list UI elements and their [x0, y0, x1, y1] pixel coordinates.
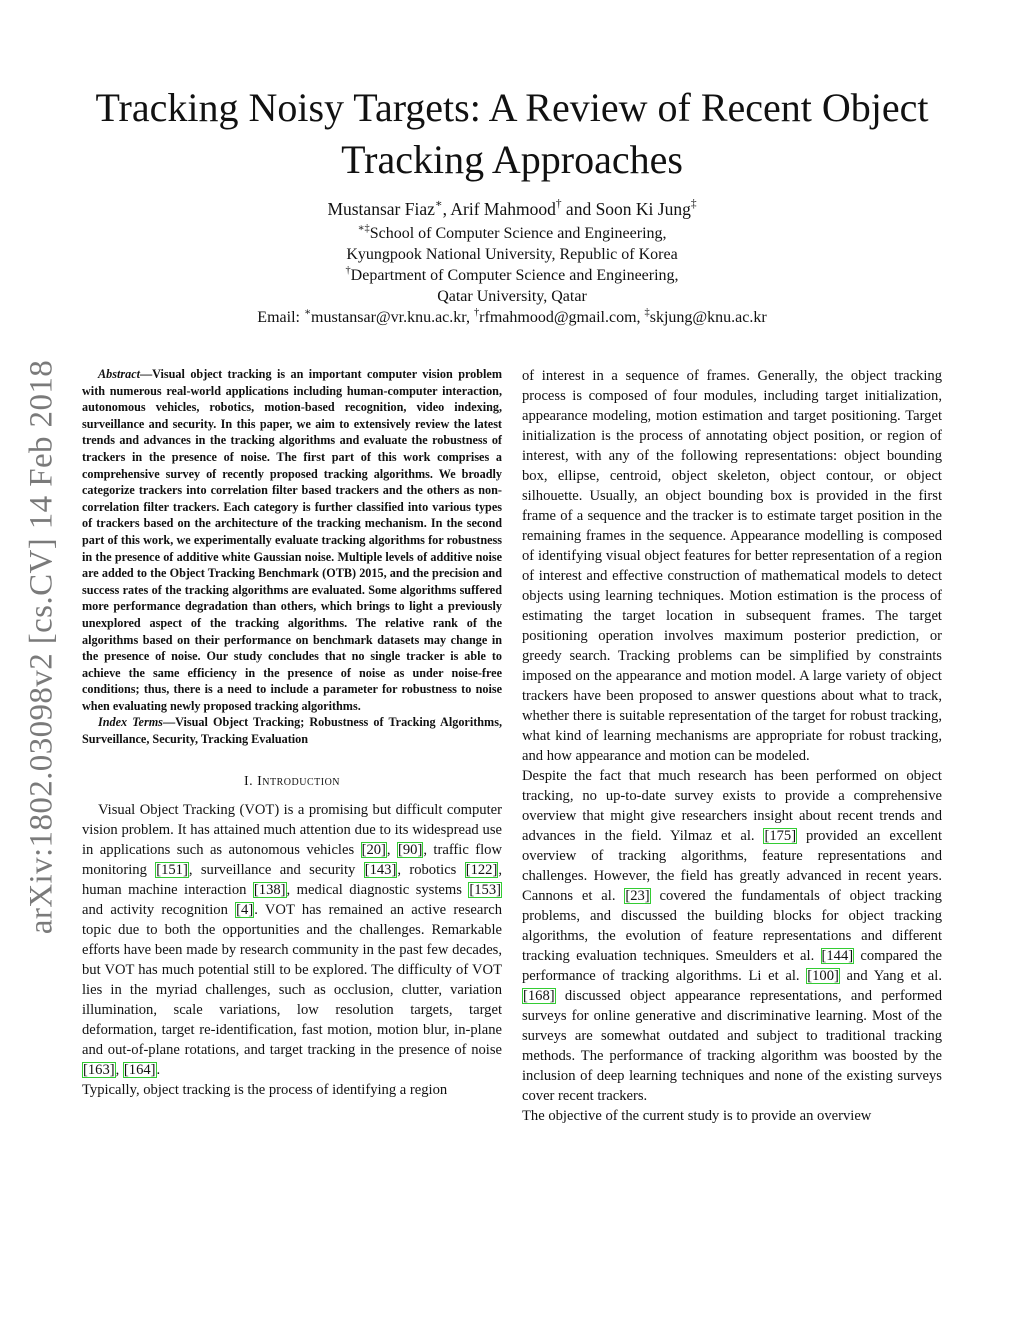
intro-paragraph: Visual Object Tracking (VOT) is a promising but difficult computer vision problem. It has attained much attention due to its widespread use in applications such as autonomous vehicles [20], [90], traffic flow monitoring [151], surveillance and security [143], robotics [122], human machine interaction [138], medical diagnostic systems [153] and activity recognition [4]. VOT has remained an active research topic due to both the opportunities and the challenges. Remarkable efforts have been made by research community in the past few decades, but VOT has much potential still to be explored. The difficulty of VOT lies in the myriad challenges, such as occlusion, clutter, variation illumination, scale variations, low resolution targets, target deformation, target re-identification, fast motion, motion blur, in-plane and out-of-plane rotations, and target tracking in the presence of noise [163], [164]. [82, 801, 503, 1078]
affiliation-line [80, 265, 944, 286]
citation-link[interactable]: [143] [364, 861, 397, 878]
footnote-mark: ∗‡ [357, 222, 370, 234]
citation-link[interactable]: [122] [465, 861, 498, 878]
author-name: Mustansar Fiaz [327, 199, 435, 219]
citation-link[interactable]: [151] [156, 861, 188, 878]
citation-link[interactable]: [175] [764, 828, 797, 844]
email-address[interactable]: skjung@knu.ac.kr [649, 309, 767, 326]
citation-link[interactable]: [90] [398, 841, 423, 858]
footnote-mark: † [345, 264, 351, 276]
footnote-mark: † [555, 198, 562, 211]
citation-link[interactable]: [4] [236, 901, 254, 918]
citation-link[interactable]: [100] [807, 968, 839, 984]
author-name: and Soon Ki Jung [561, 199, 691, 219]
affiliation-line [80, 223, 944, 244]
citation-link[interactable]: [164] [123, 1061, 156, 1078]
intro-paragraph: Typically, object tracking is the process of identifying a region [82, 1081, 448, 1098]
abstract [82, 366, 502, 714]
footnote-mark: † [473, 306, 480, 318]
affiliation-text: Department of Computer Science and Engineering, [350, 267, 679, 284]
citation-link[interactable]: [23] [625, 888, 650, 904]
footnote-mark: ∗ [303, 306, 312, 318]
citation-link[interactable]: [144] [821, 948, 854, 964]
footnote-mark: ‡ [690, 198, 697, 211]
citation-link[interactable]: [168] [523, 988, 555, 1004]
abstract-text: —Visual object tracking is an important computer vision problem with numerous real-world applications including human-computer interaction, autonomous vehicles, robotics, motion-based recognition, video indexing, surveillance and security. In this paper, we aim to extensively review the latest trends and advances in the tracking algorithms and evaluate the robustness of trackers in the presence of noise. The first part of this work comprises a comprehensive survey of recently proposed tracking algorithms. We broadly categorize trackers into correlation filter based trackers and the others as non-correlation filter trackers. Each category is further classified into various types of trackers based on the architecture of the tracking mechanism. In the second part of this work, we experimentally evaluate tracking algorithms for robustness in the presence of additive white Gaussian noise. Multiple levels of additive noise are added to the Object Tracking Benchmark (OTB) 2015, and the precision and success rates of the tracking algorithms are evaluated. Some algorithms suffered more performance degradation than others, which brings to light a previously unexplored aspect of the tracking algorithms. The relative rank of the algorithms based on their performance on benchmark datasets may change in the presence of noise. Our study concludes that no single tracker is able to achieve the same efficiency in the presence of noise as under noise-free conditions; thus, there is a need to include a parameter for robustness to noise when evaluating newly proposed tracking algorithms. [82, 367, 502, 713]
right-column [522, 366, 942, 1126]
author-names [80, 199, 944, 220]
body-paragraph: The objective of the current study is to provide an overview [522, 1108, 872, 1124]
author-name: , Arif Mahmood [442, 199, 556, 219]
email-address[interactable]: mustansar@vr.knu.ac.kr, [311, 309, 474, 326]
citation-link[interactable]: [20] [361, 841, 386, 858]
citation-link[interactable]: [163] [83, 1061, 115, 1078]
index-terms-text: —Visual Object Tracking; Robustness of Tracking Algorithms, Surveillance, Security, Tracking Evaluation [82, 715, 503, 747]
footnote-mark: ‡ [644, 306, 650, 318]
arxiv-sidebar [16, 352, 68, 942]
citation-link[interactable]: [153] [469, 881, 501, 898]
footnote-mark: ∗ [434, 198, 443, 211]
abstract-label: Abstract [98, 367, 140, 381]
left-column [82, 366, 502, 1100]
paper-title: Tracking Noisy Targets: A Review of Recent Object Tracking Approaches [95, 85, 929, 182]
affiliation-text: School of Computer Science and Engineering, [369, 225, 667, 242]
citation-link[interactable]: [138] [253, 881, 286, 898]
email-line [80, 307, 944, 328]
affiliation-line: Kyungpook National University, Republic of Korea [346, 246, 678, 263]
arxiv-id: arXiv:1802.03098v2 [cs.CV] 14 Feb 2018 [23, 359, 60, 935]
author-block [80, 199, 944, 328]
email-label: Email: [257, 309, 304, 326]
body-paragraph: of interest in a sequence of frames. Generally, the object tracking process is composed of four modules, including target initialization, appearance modeling, motion estimation and target positioning. Target initialization is the process of annotating object position, or region of interest, with any of the following representations: object bounding box, ellipse, centroid, object skeleton, object contour, or object silhouette. Usually, an object bounding box is provided in the first frame of a sequence and the tracker is to estimate target position in the remaining frames in the sequence. Appearance modelling is composed of identifying visual object features for better representation of a region of interest and effective construction of mathematical models to detect objects using learning techniques. Motion estimation is the process of estimating the target location in subsequent frames. The target positioning operation involves maximum posterior prediction, or greedy search. Tracking problems can be simplified by constraints imposed on the appearance and motion model. A large variety of object trackers have been proposed to answer questions about what to track, whether there is suitable representation of the target for robust tracking, what kind of learning mechanisms are appropriate for robust tracking, and how appearance and motion can be modeled. [522, 368, 942, 764]
email-address[interactable]: rfmahmood@gmail.com, [479, 309, 645, 326]
section-heading: I. Introduction [243, 773, 341, 789]
body-paragraph: Despite the fact that much research has been performed on object tracking, no up-to-date survey exists to provide a comprehensive overview that might give researchers insight about recent trends and advances in the field. Yilmaz et al. [175] provided an excellent overview of tracking algorithms, feature representations and challenges. However, the field has greatly advanced in recent years. Cannons et al. [23] covered the fundamentals of object tracking problems, and discussed the building blocks for object tracking algorithms, the evolution of feature representations and different tracking evaluation techniques. Smeulders et al. [144] compared the performance of tracking algorithms. Li et al. [100] and Yang et al. [168] discussed object appearance representations, and performed surveys for online generative and discriminative learning. Most of the surveys are somewhat outdated and subject to traditional tracking methods. The performance of tracking algorithm was boosted by the inclusion of deep learning techniques and none of the existing surveys cover recent trackers. [522, 768, 942, 1104]
index-terms-label: Index Terms [98, 715, 163, 730]
affiliation-line: Qatar University, Qatar [437, 288, 587, 305]
index-terms [82, 714, 502, 747]
